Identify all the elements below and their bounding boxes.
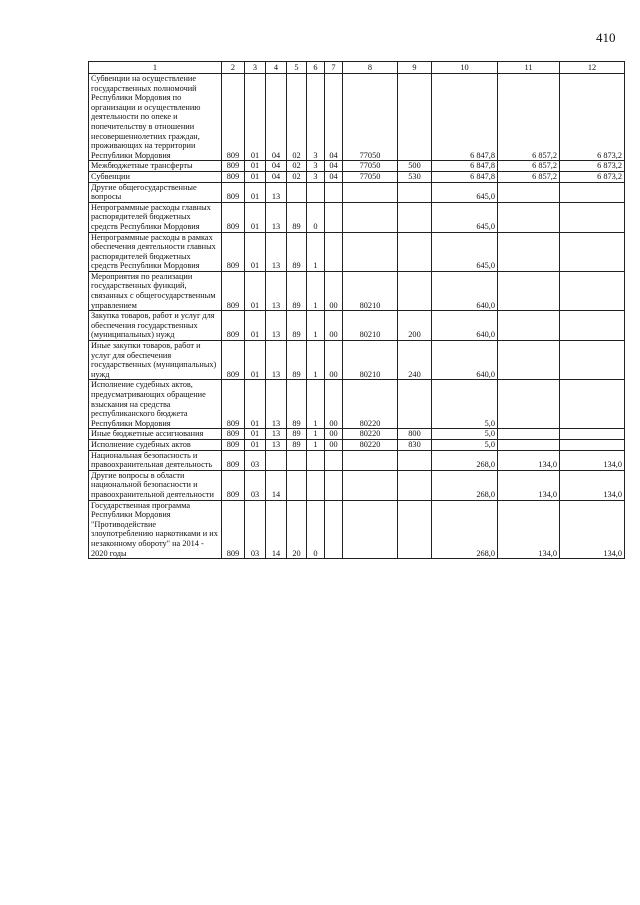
row-value-cell bbox=[287, 450, 307, 470]
row-value-cell: 04 bbox=[266, 74, 287, 161]
row-value-cell: 89 bbox=[287, 232, 307, 271]
row-value-cell: 268,0 bbox=[432, 470, 498, 500]
row-value-cell: 00 bbox=[325, 380, 343, 429]
row-value-cell: 03 bbox=[245, 450, 266, 470]
row-value-cell: 00 bbox=[325, 311, 343, 341]
row-value-cell: 640,0 bbox=[432, 341, 498, 380]
row-value-cell: 89 bbox=[287, 439, 307, 450]
row-value-cell: 809 bbox=[222, 182, 245, 202]
row-value-cell bbox=[560, 232, 625, 271]
row-value-cell bbox=[498, 429, 560, 440]
row-value-cell: 809 bbox=[222, 341, 245, 380]
row-value-cell bbox=[343, 470, 398, 500]
row-value-cell: 809 bbox=[222, 171, 245, 182]
row-value-cell bbox=[325, 232, 343, 271]
row-value-cell: 134,0 bbox=[560, 500, 625, 559]
row-value-cell bbox=[398, 271, 432, 310]
row-value-cell: 530 bbox=[398, 171, 432, 182]
row-value-cell bbox=[560, 202, 625, 232]
row-value-cell bbox=[398, 232, 432, 271]
row-value-cell bbox=[287, 182, 307, 202]
row-value-cell: 134,0 bbox=[498, 470, 560, 500]
row-value-cell: 809 bbox=[222, 232, 245, 271]
col-header: 4 bbox=[266, 62, 287, 74]
row-value-cell: 1 bbox=[307, 380, 325, 429]
col-header: 8 bbox=[343, 62, 398, 74]
table-row bbox=[89, 311, 625, 341]
row-value-cell: 809 bbox=[222, 311, 245, 341]
row-value-cell bbox=[343, 182, 398, 202]
row-value-cell: 6 847,8 bbox=[432, 171, 498, 182]
row-value-cell: 134,0 bbox=[560, 470, 625, 500]
row-value-cell: 3 bbox=[307, 171, 325, 182]
row-value-cell: 77050 bbox=[343, 171, 398, 182]
row-value-cell bbox=[398, 500, 432, 559]
row-value-cell: 6 873,2 bbox=[560, 171, 625, 182]
row-value-cell: 1 bbox=[307, 271, 325, 310]
row-value-cell: 00 bbox=[325, 271, 343, 310]
col-header: 7 bbox=[325, 62, 343, 74]
row-value-cell: 01 bbox=[245, 311, 266, 341]
col-header: 12 bbox=[560, 62, 625, 74]
row-value-cell: 3 bbox=[307, 161, 325, 172]
table-row bbox=[89, 74, 625, 161]
row-value-cell bbox=[398, 182, 432, 202]
row-value-cell: 809 bbox=[222, 500, 245, 559]
row-value-cell bbox=[343, 500, 398, 559]
row-value-cell: 1 bbox=[307, 232, 325, 271]
table-row bbox=[89, 171, 625, 182]
row-value-cell: 6 847,8 bbox=[432, 74, 498, 161]
row-value-cell: 645,0 bbox=[432, 182, 498, 202]
row-value-cell: 02 bbox=[287, 171, 307, 182]
row-value-cell: 6 857,2 bbox=[498, 74, 560, 161]
row-value-cell: 00 bbox=[325, 429, 343, 440]
row-value-cell: 809 bbox=[222, 74, 245, 161]
row-value-cell: 13 bbox=[266, 182, 287, 202]
row-value-cell: 01 bbox=[245, 171, 266, 182]
page-number: 410 bbox=[596, 30, 616, 45]
row-value-cell: 01 bbox=[245, 271, 266, 310]
row-value-cell bbox=[325, 470, 343, 500]
row-value-cell: 809 bbox=[222, 470, 245, 500]
row-value-cell: 13 bbox=[266, 341, 287, 380]
row-value-cell: 809 bbox=[222, 161, 245, 172]
row-value-cell: 00 bbox=[325, 439, 343, 450]
row-value-cell bbox=[498, 380, 560, 429]
row-value-cell: 13 bbox=[266, 202, 287, 232]
row-value-cell: 03 bbox=[245, 470, 266, 500]
row-name-cell: Государственная программа Республики Мордовия "Противодействие злоупотреблению наркотиками и их незаконному обороту" на 2014 - 2020 годы bbox=[89, 500, 222, 559]
row-value-cell: 80210 bbox=[343, 341, 398, 380]
row-value-cell: 0 bbox=[307, 202, 325, 232]
row-value-cell bbox=[560, 311, 625, 341]
col-header: 2 bbox=[222, 62, 245, 74]
row-value-cell: 13 bbox=[266, 311, 287, 341]
row-value-cell bbox=[498, 271, 560, 310]
row-value-cell: 01 bbox=[245, 380, 266, 429]
table-row bbox=[89, 161, 625, 172]
row-value-cell: 01 bbox=[245, 439, 266, 450]
row-name-cell: Исполнение судебных актов bbox=[89, 439, 222, 450]
row-name-cell: Непрограммные расходы главных распорядителей бюджетных средств Республики Мордовия bbox=[89, 202, 222, 232]
row-value-cell: 3 bbox=[307, 74, 325, 161]
row-name-cell: Иные бюджетные ассигнования bbox=[89, 429, 222, 440]
row-value-cell: 01 bbox=[245, 429, 266, 440]
row-value-cell: 80220 bbox=[343, 380, 398, 429]
row-value-cell bbox=[498, 232, 560, 271]
row-value-cell: 01 bbox=[245, 161, 266, 172]
row-value-cell: 01 bbox=[245, 341, 266, 380]
row-value-cell: 134,0 bbox=[498, 450, 560, 470]
row-value-cell bbox=[560, 439, 625, 450]
row-value-cell: 134,0 bbox=[560, 450, 625, 470]
row-value-cell: 01 bbox=[245, 74, 266, 161]
row-value-cell bbox=[398, 74, 432, 161]
row-value-cell: 0 bbox=[307, 500, 325, 559]
row-name-cell: Непрограммные расходы в рамках обеспечения деятельности главных распорядителей бюджетных средств Республики Мордовия bbox=[89, 232, 222, 271]
table-row bbox=[89, 500, 625, 559]
table-row bbox=[89, 271, 625, 310]
row-value-cell bbox=[325, 500, 343, 559]
row-value-cell: 809 bbox=[222, 450, 245, 470]
row-name-cell: Межбюджетные трансферты bbox=[89, 161, 222, 172]
header-row bbox=[89, 62, 625, 74]
col-header: 1 bbox=[89, 62, 222, 74]
row-value-cell: 645,0 bbox=[432, 202, 498, 232]
row-value-cell: 645,0 bbox=[432, 232, 498, 271]
table-row bbox=[89, 470, 625, 500]
table-row bbox=[89, 202, 625, 232]
row-value-cell bbox=[287, 470, 307, 500]
row-name-cell: Другие общегосударственные вопросы bbox=[89, 182, 222, 202]
row-value-cell: 640,0 bbox=[432, 271, 498, 310]
row-value-cell bbox=[325, 182, 343, 202]
row-value-cell bbox=[498, 439, 560, 450]
col-header: 10 bbox=[432, 62, 498, 74]
row-value-cell: 830 bbox=[398, 439, 432, 450]
row-value-cell: 89 bbox=[287, 429, 307, 440]
row-value-cell bbox=[560, 271, 625, 310]
row-value-cell: 13 bbox=[266, 429, 287, 440]
row-value-cell bbox=[398, 470, 432, 500]
table-row bbox=[89, 380, 625, 429]
row-name-cell: Закупка товаров, работ и услуг для обеспечения государственных (муниципальных) нужд bbox=[89, 311, 222, 341]
row-value-cell: 1 bbox=[307, 439, 325, 450]
row-value-cell: 268,0 bbox=[432, 500, 498, 559]
row-value-cell: 268,0 bbox=[432, 450, 498, 470]
row-name-cell: Субвенции bbox=[89, 171, 222, 182]
row-value-cell: 6 857,2 bbox=[498, 171, 560, 182]
row-value-cell: 13 bbox=[266, 232, 287, 271]
row-value-cell: 03 bbox=[245, 500, 266, 559]
row-value-cell: 14 bbox=[266, 470, 287, 500]
col-header: 3 bbox=[245, 62, 266, 74]
row-value-cell: 134,0 bbox=[498, 500, 560, 559]
row-value-cell bbox=[498, 202, 560, 232]
row-name-cell: Исполнение судебных актов, предусматривающих обращение взыскания на средства республиканского бюджета Республики Мордовия bbox=[89, 380, 222, 429]
row-name-cell: Иные закупки товаров, работ и услуг для обеспечения государственных (муниципальных) нужд bbox=[89, 341, 222, 380]
row-value-cell: 5,0 bbox=[432, 380, 498, 429]
row-value-cell bbox=[498, 341, 560, 380]
row-name-cell: Национальная безопасность и правоохранительная деятельность bbox=[89, 450, 222, 470]
row-value-cell: 89 bbox=[287, 380, 307, 429]
row-value-cell: 809 bbox=[222, 202, 245, 232]
row-value-cell bbox=[307, 182, 325, 202]
row-value-cell: 800 bbox=[398, 429, 432, 440]
table-row bbox=[89, 429, 625, 440]
row-value-cell bbox=[398, 450, 432, 470]
row-value-cell: 77050 bbox=[343, 74, 398, 161]
row-value-cell: 04 bbox=[325, 74, 343, 161]
row-value-cell: 13 bbox=[266, 439, 287, 450]
col-header: 6 bbox=[307, 62, 325, 74]
row-value-cell: 04 bbox=[266, 161, 287, 172]
row-value-cell bbox=[560, 182, 625, 202]
row-value-cell: 89 bbox=[287, 341, 307, 380]
row-value-cell: 20 bbox=[287, 500, 307, 559]
row-value-cell: 80220 bbox=[343, 439, 398, 450]
row-value-cell: 04 bbox=[266, 171, 287, 182]
row-value-cell bbox=[398, 202, 432, 232]
row-value-cell: 77050 bbox=[343, 161, 398, 172]
row-value-cell: 200 bbox=[398, 311, 432, 341]
row-value-cell: 500 bbox=[398, 161, 432, 172]
row-value-cell: 02 bbox=[287, 74, 307, 161]
row-value-cell bbox=[343, 202, 398, 232]
col-header: 5 bbox=[287, 62, 307, 74]
row-value-cell: 809 bbox=[222, 429, 245, 440]
row-value-cell: 00 bbox=[325, 341, 343, 380]
row-value-cell: 89 bbox=[287, 202, 307, 232]
col-header: 11 bbox=[498, 62, 560, 74]
row-value-cell: 80210 bbox=[343, 271, 398, 310]
row-value-cell: 809 bbox=[222, 439, 245, 450]
row-name-cell: Мероприятия по реализации государственных функций, связанных с общегосударственным управлением bbox=[89, 271, 222, 310]
row-value-cell bbox=[498, 311, 560, 341]
row-value-cell bbox=[343, 450, 398, 470]
row-value-cell: 13 bbox=[266, 271, 287, 310]
row-value-cell bbox=[307, 470, 325, 500]
table-row bbox=[89, 182, 625, 202]
row-value-cell: 809 bbox=[222, 380, 245, 429]
row-value-cell: 6 873,2 bbox=[560, 161, 625, 172]
row-value-cell bbox=[560, 380, 625, 429]
row-value-cell: 80210 bbox=[343, 311, 398, 341]
row-value-cell bbox=[325, 202, 343, 232]
table-row bbox=[89, 232, 625, 271]
row-value-cell: 89 bbox=[287, 271, 307, 310]
row-value-cell bbox=[325, 450, 343, 470]
row-name-cell: Другие вопросы в области национальной безопасности и правоохранительной деятельности bbox=[89, 470, 222, 500]
row-value-cell bbox=[398, 380, 432, 429]
table-row bbox=[89, 439, 625, 450]
row-value-cell bbox=[560, 341, 625, 380]
table-row bbox=[89, 450, 625, 470]
row-value-cell: 1 bbox=[307, 311, 325, 341]
row-value-cell: 01 bbox=[245, 202, 266, 232]
row-value-cell: 5,0 bbox=[432, 429, 498, 440]
row-value-cell: 240 bbox=[398, 341, 432, 380]
row-value-cell: 01 bbox=[245, 182, 266, 202]
row-value-cell: 6 873,2 bbox=[560, 74, 625, 161]
col-header: 9 bbox=[398, 62, 432, 74]
row-value-cell: 6 847,8 bbox=[432, 161, 498, 172]
row-value-cell: 1 bbox=[307, 429, 325, 440]
row-value-cell: 04 bbox=[325, 171, 343, 182]
row-value-cell: 5,0 bbox=[432, 439, 498, 450]
row-value-cell bbox=[560, 429, 625, 440]
row-value-cell: 6 857,2 bbox=[498, 161, 560, 172]
row-value-cell bbox=[343, 232, 398, 271]
budget-table bbox=[88, 61, 625, 559]
row-value-cell: 02 bbox=[287, 161, 307, 172]
row-value-cell: 80220 bbox=[343, 429, 398, 440]
row-name-cell: Субвенции на осуществление государственных полномочий Республики Мордовия по организации и осуществлению деятельности по опеке и попечительству в отношении несовершеннолетних граждан, проживающих на территории Республики Мордовия bbox=[89, 74, 222, 161]
row-value-cell: 14 bbox=[266, 500, 287, 559]
row-value-cell: 640,0 bbox=[432, 311, 498, 341]
row-value-cell bbox=[307, 450, 325, 470]
row-value-cell: 809 bbox=[222, 271, 245, 310]
table-row bbox=[89, 341, 625, 380]
row-value-cell bbox=[498, 182, 560, 202]
row-value-cell: 89 bbox=[287, 311, 307, 341]
row-value-cell bbox=[266, 450, 287, 470]
row-value-cell: 04 bbox=[325, 161, 343, 172]
row-value-cell: 1 bbox=[307, 341, 325, 380]
row-value-cell: 13 bbox=[266, 380, 287, 429]
row-value-cell: 01 bbox=[245, 232, 266, 271]
